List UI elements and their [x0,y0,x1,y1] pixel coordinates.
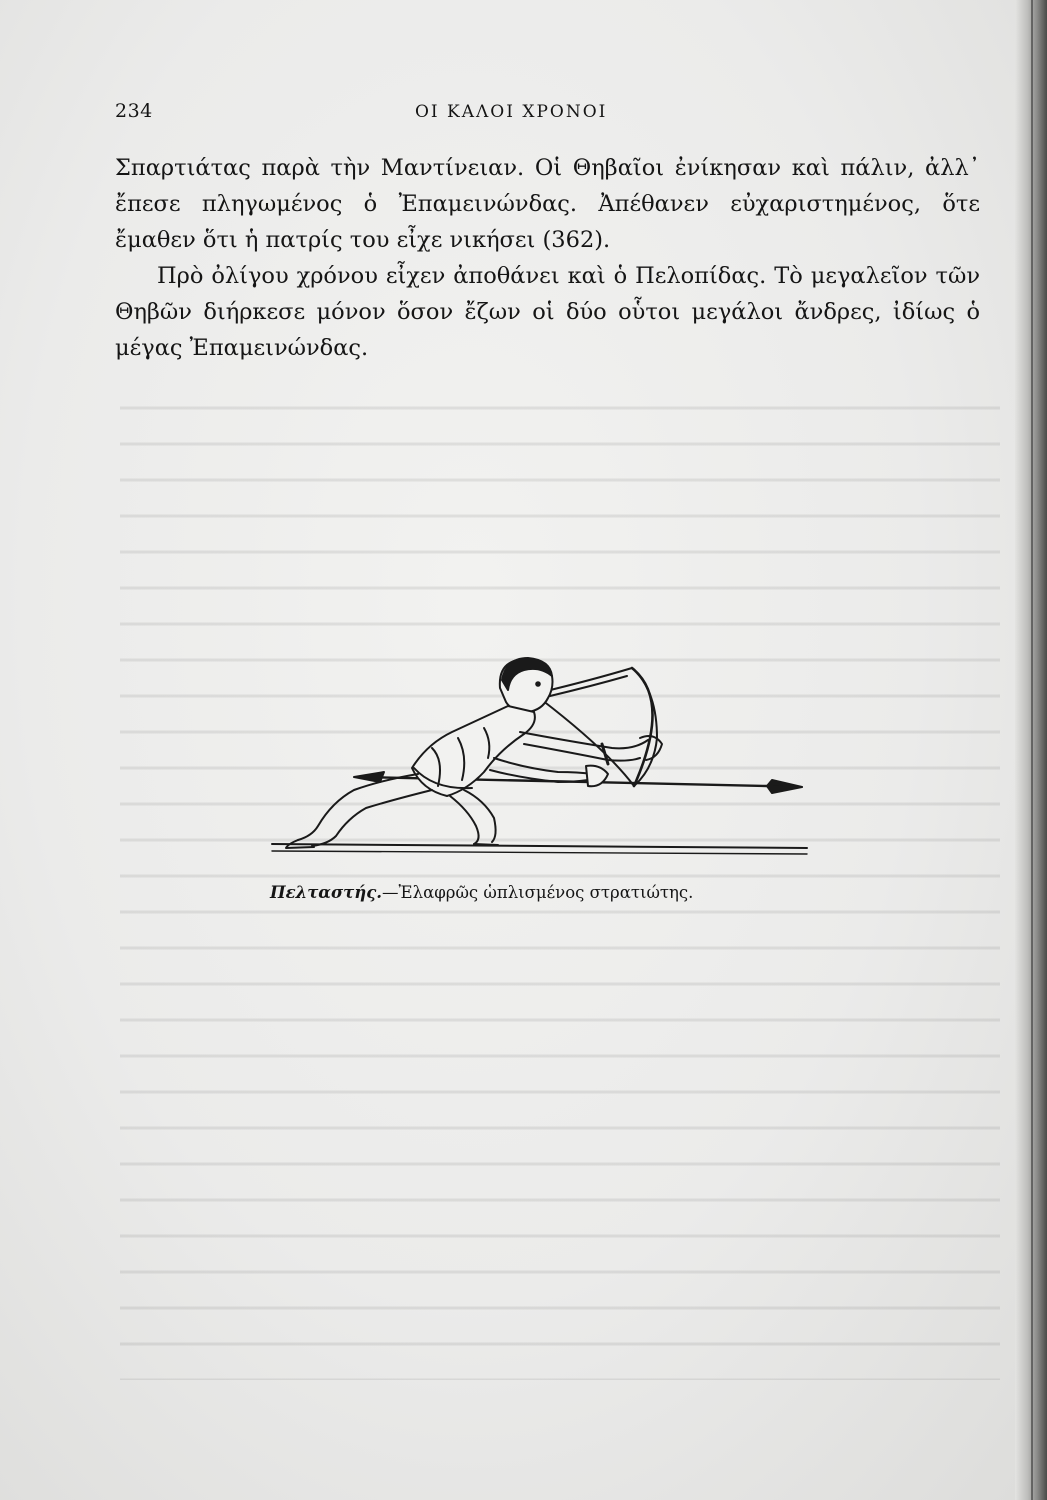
caption-text: —Ἐλαφρῶς ὡπλισμένος στρατιώτης. [382,883,694,902]
body-text [115,150,980,366]
show-through-texture [120,380,1000,1380]
binding-edge [1031,0,1033,1500]
page-number: 234 [115,100,153,122]
figure-caption [270,883,830,902]
page-header [115,100,985,130]
paragraph: Πρὸ ὀλίγου χρόνου εἶχεν ἀποθάνει καὶ ὁ Πελοπίδας. Τὸ μεγαλεῖον τῶν Θηβῶν διήρκεσε μόνον ὅσον ἔζων οἱ δύο οὗτοι μεγάλοι ἄνδρες, ἰδίως ὁ μέγας Ἐπαμεινώνδας. [115,263,980,361]
peltast-illustration [262,640,822,865]
paragraph: Σπαρτιάτας παρὰ τὴν Μαντίνειαν. Οἱ Θηβαῖοι ἐνίκησαν καὶ πάλιν, ἀλλ᾽ ἔπεσε πληγωμένος ὁ Ἐπαμεινώνδας. Ἀπέθανεν εὐχαριστημένος, ὅτε ἔμαθεν ὅτι ἡ πατρίς του εἶχε νικήσει (362). [115,155,980,253]
running-title: ΟΙ ΚΑΛΟΙ ΧΡΟΝΟΙ [415,102,608,122]
caption-term: Πελταστής. [270,883,383,902]
